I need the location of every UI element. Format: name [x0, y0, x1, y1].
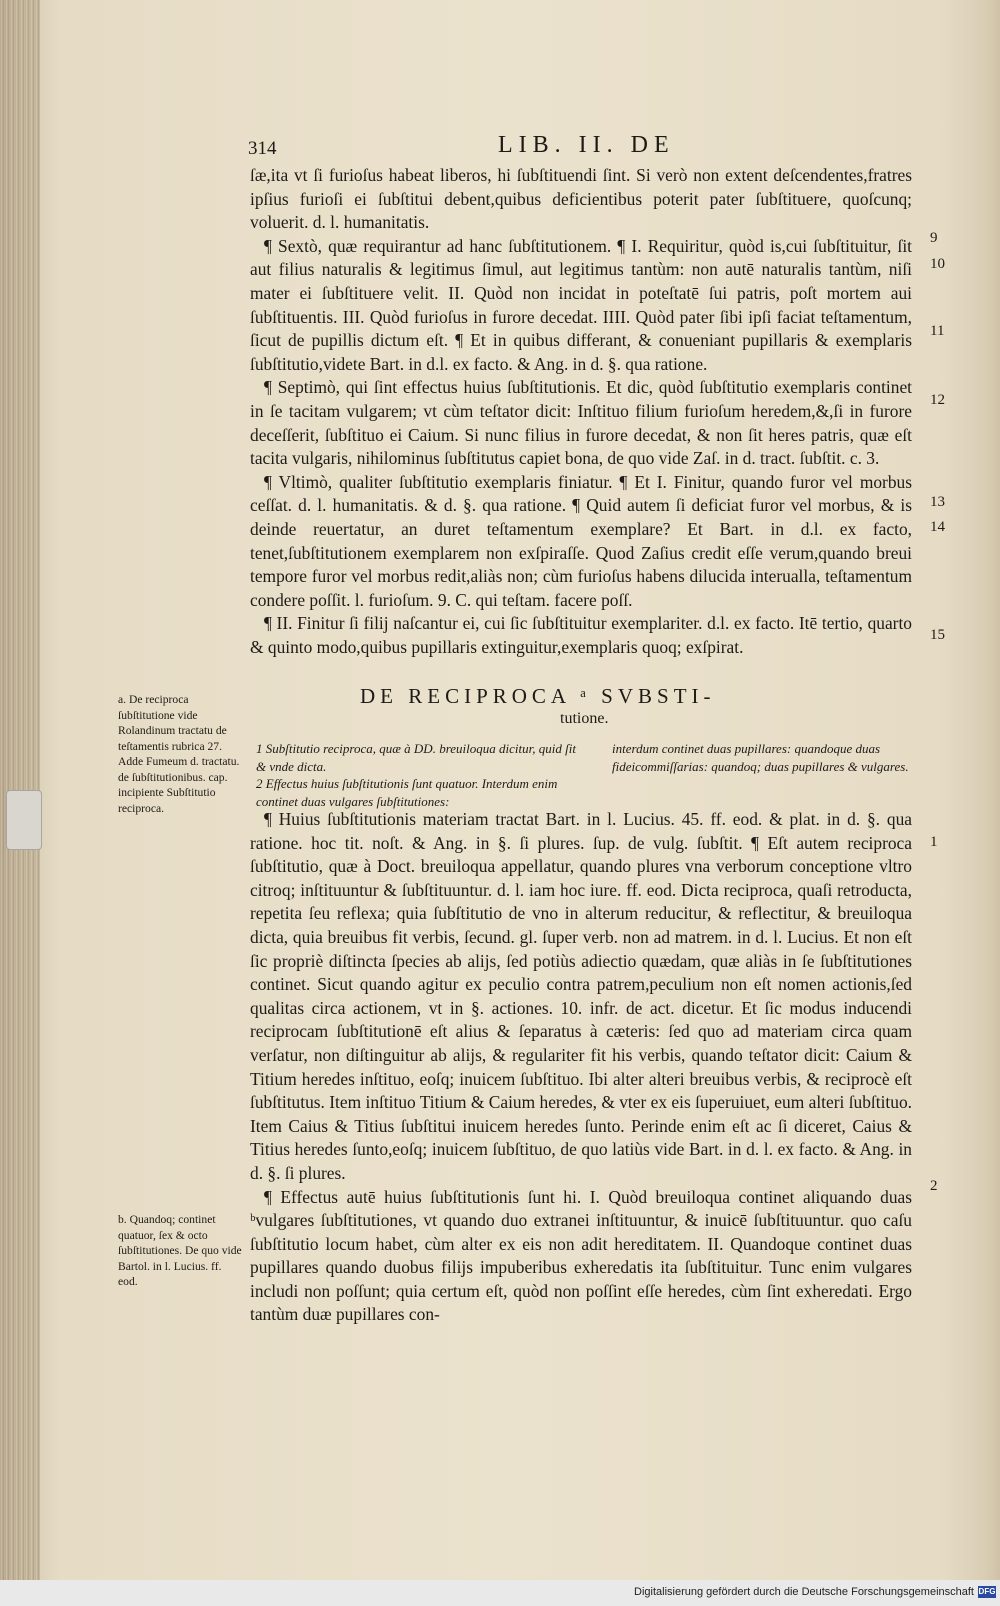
summary-item-1: 1 Subſtitutio reciproca, quæ à DD. breuiloqua dicitur, quid ſit & vnde dicta. — [256, 741, 576, 774]
summary-item-2: 2 Effectus huius ſubſtitutionis ſunt quatuor. Interdum enim continet duas vulgares ſubſtitutiones: — [256, 776, 558, 809]
sidenote-a: a. De reciproca ſubſtitutione vide Rolandinum tractatu de teſtamentis rubrica 27. Adde Fumeum d. tractatu. de ſubſtitutionibus. cap. incipiente Subſtitutio reciproca. — [118, 693, 240, 815]
summary-left — [256, 740, 576, 810]
paragraph-effectus: ¶ Effectus autē huius ſubſtitutionis ſunt hi. I. Quòd breuiloqua continet aliquando duas ᵇvulgares ſubſtitutiones, vt quando duo extranei inſtituuntur, & inuicē ſubſtituuntur. quo caſu ſubſtitutio locum habet, cùm alter ex eis non adit hereditatem. II. Quandoque continet duas pupillares quando duobus filijs impuberibus exheredatis ita ſubſtituitur. Tunc enim vulgares includi non poſſunt; quia certum eſt, quòd non poſſint eſſe heredes, cùm ſint exheredati. Ergo tantùm duæ pupillares con- — [250, 1186, 912, 1325]
running-head: LIB. II. DE — [498, 132, 675, 158]
page-header — [248, 132, 928, 164]
margin-number: 9 — [930, 230, 938, 246]
margin-number: 1 — [930, 834, 938, 850]
margin-number: 10 — [930, 256, 945, 272]
margin-number: 14 — [930, 519, 945, 535]
sidenote-b: b. Quandoq; continet quatuor, ſex & octo ſubſtitutiones. De quo vide Bartol. in l. Lucius. ff. eod. — [118, 1213, 242, 1288]
summary-right: interdum continet duas pupillares: quandoque duas fideicommiſſarias: quandoq; duas pupillares & vulgares. — [612, 741, 909, 774]
margin-number: 11 — [930, 323, 945, 339]
section-title-cont: tutione. — [560, 710, 609, 727]
footer-bar — [0, 1580, 1000, 1606]
footer-credit: Digitalisierung gefördert durch die Deutsche Forschungsgemeinschaft — [634, 1586, 974, 1598]
top-text: ſæ,ita vt ſi furioſus habeat liberos, hi ſubſtituendi ſint. Si verò non extent deſcendentes,fratres ipſius furioſi ei ſubſtitui debent,quibus deficientibus poterit pater ſubſtituere, quoſcunq; voluerit. d. l. humanitatis. — [250, 165, 912, 233]
bookmark-tab — [6, 790, 42, 850]
paragraph-sexto: ¶ Sextò, quæ requirantur ad hanc ſubſtitutionem. ¶ I. Requiritur, quòd is,cui ſubſtituitur, ſit aut filius naturalis & legitimus ſimul, aut legitimus tantùm: non autē naturalis tantùm, niſi mater ei ſubſtituere velit. II. Quòd non incidat in poteſtatē ſui patris, poſt mortem aui ſubſtituentis. III. Quòd furioſus in furore decedat. IIII. Quòd pater ſibi ipſi faciat teſtamentum, ſicut de pupillis dictum eſt. ¶ Et in quibus differant, & conueniant pupillaris & exemplaris ſubſtitutio,videte Bart. in d.l. ex facto. & Ang. in d. §. qua ratione. — [250, 235, 912, 374]
dfg-logo: DFG — [978, 1587, 996, 1596]
paragraph-ultimo: ¶ Vltimò, qualiter ſubſtitutio exemplaris finiatur. ¶ Et I. Finitur, quando furor vel morbus ceſſat. d. l. humanitatis. & d. §. qua ratione. ¶ Quid autem ſi deficiat furor vel morbus, & is deinde reuertatur, an duret teſtamentum exemplare? Et Bart. in d.l. ex facto, tenet,ſubſtitutionem exemplarem non exſpiraſſe. Quod Zaſius credit eſſe verum,quando breui tempore furor vel morbus redit,aliàs non; cùm furioſus habens dilucida interualla, teſtamentum condere poſſit. l. furioſum. 9. C. qui teſtam. facere poſſ. — [250, 471, 912, 610]
paragraph-finitur: ¶ II. Finitur ſi filij naſcantur ei, cui ſic ſubſtituitur exemplariter. d.l. ex facto. Itē tertio, quarto & quinto modo,quibus pupillaris extinguitur,exemplaris quoq; exſpirat. — [250, 613, 912, 657]
margin-number: 12 — [930, 392, 945, 408]
paragraph-septimo: ¶ Septimò, qui ſint effectus huius ſubſtitutionis. Et dic, quòd ſubſtitutio exemplaris continet in ſe tacitam vulgarem; vt cùm teſtator dicit: Inſtituo filium furioſum heredem,&,ſi in furore deceſſerit, ſubſtituo ei Caium. Si nunc filius in furore decedat, & non ſit heres patris, quæ eſt tacita vulgaris, nihilominus ſubſtitutus capiet bona, de quo vide Zaſ. in d. tract. ſubſtit. c. 3. — [250, 377, 912, 469]
paragraph-huius: ¶ Huius ſubſtitutionis materiam tractat Bart. in l. Lucius. 45. ff. eod. & plat. in d. §. qua ratione. hoc tit. noſt. & Ang. in §. ſi plures. ſup. de vulg. ſubſtit. ¶ Eſt autem reciproca ſubſtitutio, quæ à Doct. breuiloqua appellatur, quando plures vna verborum conceptione vltro citroq; inſtituuntur & ſubſtituuntur. d. l. iam hoc iure. ff. eod. Dicta reciproca, quaſi retroducta, repetita ſeu reflexa; quia ſubſtitutio de vno in alterum reducitur, & reflectitur, & breuiloqua dicta, quia breuibus fit verbis, ſecund. gl. ſuper verb. non ad matrem. in d. l. Lucius. Et non eſt ſic propriè diſtincta ſpecies ab alijs, ſed potiùs adiectio quædam, quæ aliàs in ſe ſubſtitutiones continet. Sicut quando agitur ex peculio contra patrem,peculium non eſt nomen actionis,ſed qualitas circa actionem, vt in §. actiones. 10. infr. de act. dicetur. Et ſic modus inducendi reciprocam ſubſtitutionē eſt alius & ſeparatus à cæteris: ſed quo ad materiam circa quam verſatur, non diſtinguitur ab alijs, & regulariter fit his verbis, quando teſtator dicit: Caium & Titium heredes inſtituo, eoſq; inuicem ſubſtituo. Ibi alter alteri breuibus verbis, & reciprocè eſt ſubſtitutus. Item inſtituo Titium & Caium heredes, & vter ex eis ſuperuiuet, eum alteri ſubſtituo. Item Caius & Titius ſubſtitui inuicem heredes ſunto. Perinde enim eſt ac ſi diceret, Caius & Titius heredes ſunto,eoſq; inuicem ſubſtituo, de quo latiùs vide Bart. in d. l. ex facto. & Ang. in d. §. ſi plures. — [250, 809, 912, 1183]
folio-number: 314 — [248, 138, 277, 159]
section-title: DE RECIPROCA ᵃ SVBSTI- — [360, 684, 716, 708]
margin-number: 15 — [930, 627, 945, 643]
margin-number: 2 — [930, 1178, 938, 1194]
main-text-bottom — [250, 808, 912, 1327]
margin-number: 13 — [930, 494, 945, 510]
main-text-top — [250, 164, 912, 659]
